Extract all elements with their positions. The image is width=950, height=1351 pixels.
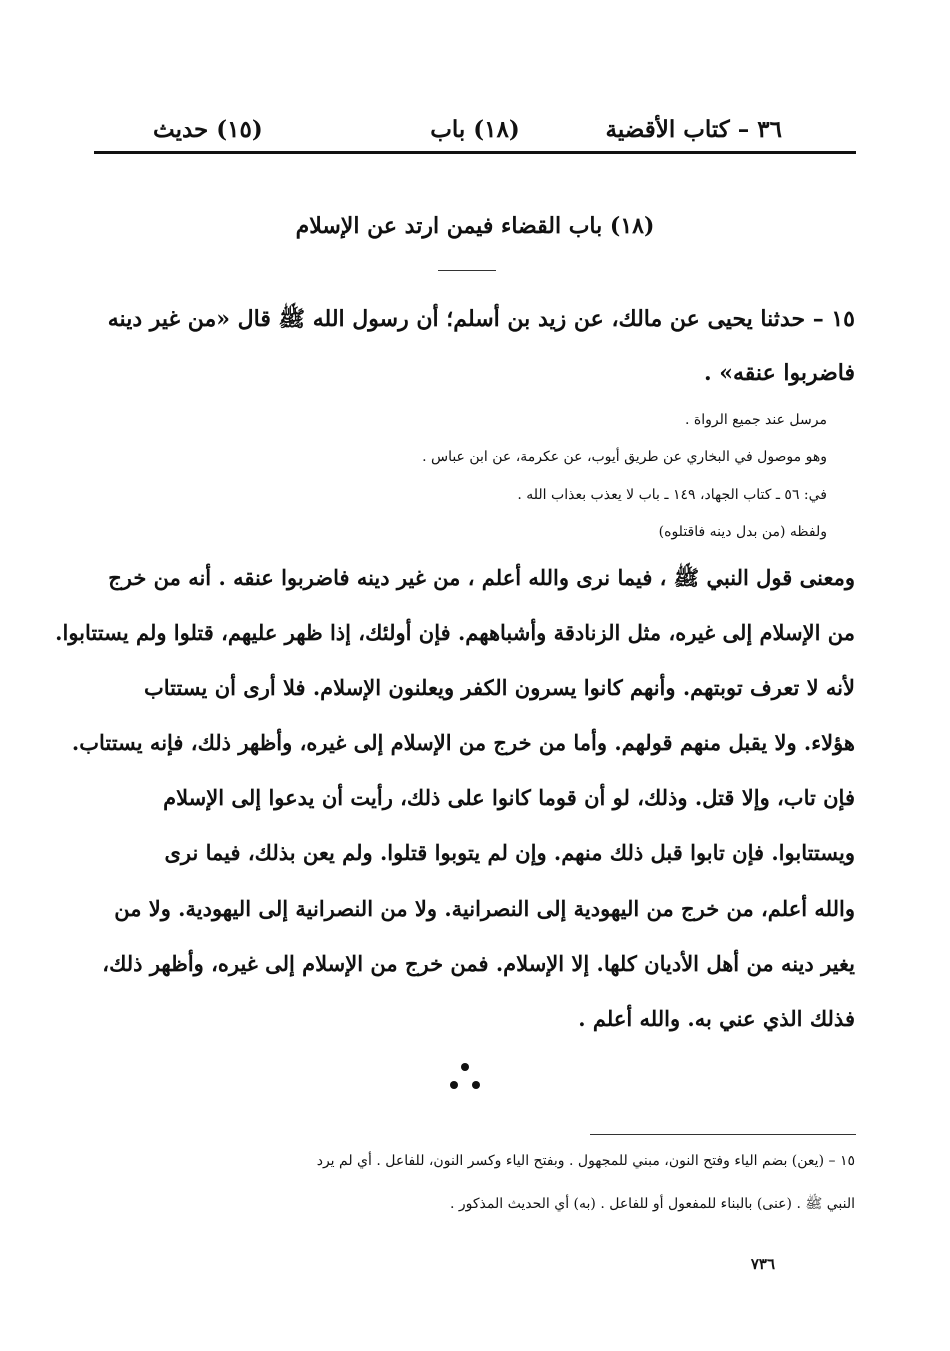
- page-number: ٧٣٦: [750, 1255, 775, 1273]
- footnote-line: ١٥ – (يعن) بضم الياء وفتح النون، مبني للمجهول . وبفتح الياء وكسر النون، للفاعل . أي لم يرد: [316, 1153, 855, 1169]
- footnote-line: النبي ﷺ . (عنى) بالبناء للمفعول أو للفاعل . (به) أي الحديث المذكور .: [450, 1196, 855, 1212]
- running-header-chapter: (١٨) باب: [430, 116, 520, 143]
- commentary-line: من الإسلام إلى غيره، مثل الزنادقة وأشباههم. فإن أولئك، إذا ظهر عليهم، قتلوا ولم يستتابوا.: [55, 620, 855, 645]
- commentary-line: لأنه لا تعرف توبتهم. وأنهم كانوا يسرون الكفر ويعلنون الإسلام. فلا أرى أن يستتاب: [143, 675, 855, 700]
- commentary-line: فإن تاب، وإلا قتل. وذلك، لو أن قوما كانوا على ذلك، رأيت أن يدعوا إلى الإسلام: [163, 785, 855, 810]
- note-line: ولفظه (من بدل دينه فاقتلوه): [658, 524, 827, 540]
- running-header-book: ٣٦ – كتاب الأقضية: [605, 116, 782, 143]
- hadith-line: فاضربوا عنقه» .: [703, 360, 855, 386]
- commentary-line: يغير دينه من أهل الأديان كلها. إلا الإسلام. فمن خرج من الإسلام إلى غيره، وأظهر ذلك،: [102, 951, 855, 976]
- title-rule: [438, 270, 496, 271]
- commentary-line: والله أعلم، من خرج من اليهودية إلى النصرانية. ولا من النصرانية إلى اليهودية. ولا من: [114, 896, 855, 921]
- footnote-rule: [590, 1134, 856, 1135]
- header-rule: [94, 151, 856, 154]
- note-line: وهو موصول في البخاري عن طريق أيوب، عن عكرمة، عن ابن عباس .: [422, 449, 827, 465]
- running-header-hadith: (١٥) حديث: [153, 116, 263, 143]
- hadith-line: ١٥ – حدثنا يحيى عن مالك، عن زيد بن أسلم؛ أن رسول الله ﷺ قال «من غير دينه: [107, 306, 855, 332]
- commentary-line: هؤلاء. ولا يقبل منهم قولهم. وأما من خرج من الإسلام إلى غيره، وأظهر ذلك، فإنه يستتاب.: [71, 730, 855, 755]
- commentary-line: ويستتابوا. فإن تابوا قبل ذلك منهم. وإن لم يتوبوا قتلوا. ولم يعن بذلك، فيما نرى: [164, 840, 855, 865]
- note-line: في: ٥٦ ـ كتاب الجهاد، ١٤٩ ـ باب لا يعذب بعذاب الله .: [517, 487, 827, 503]
- three-dot-asterism-icon: [446, 1061, 484, 1095]
- commentary-line: ومعنى قول النبي ﷺ ، فيما نرى والله أعلم ، من غير دينه فاضربوا عنقه . أنه من خرج: [108, 565, 855, 590]
- commentary-line: فذلك الذي عني به. والله أعلم .: [578, 1006, 855, 1031]
- chapter-title: (١٨) باب القضاء فيمن ارتد عن الإسلام: [295, 213, 655, 239]
- note-line: مرسل عند جميع الرواة .: [684, 412, 827, 428]
